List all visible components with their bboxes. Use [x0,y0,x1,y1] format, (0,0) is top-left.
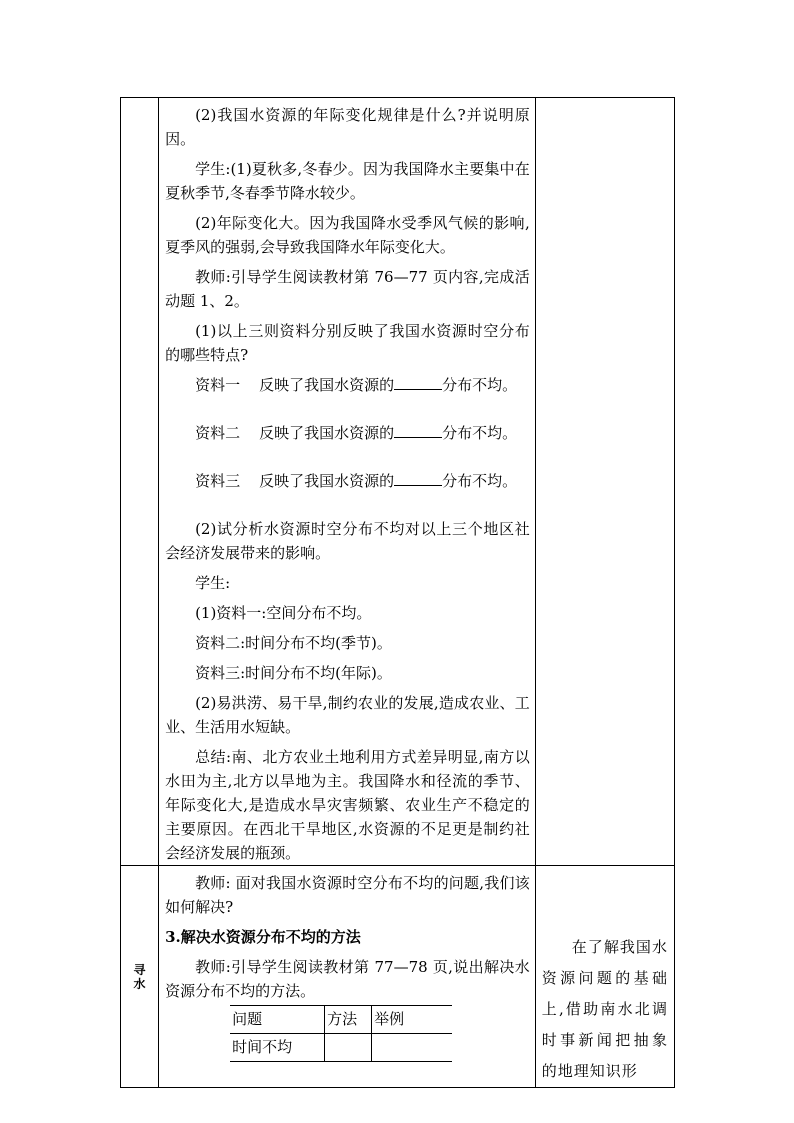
lesson-table [120,97,675,1088]
answer-1: (1)资料一:空间分布不均。 [195,604,372,622]
table-row [230,1034,452,1062]
cell-method [325,1034,372,1062]
student-label: 学生: [195,574,231,592]
lesson-row-1 [121,98,675,866]
row1-label-cell [121,98,159,866]
methods-table [230,1005,452,1062]
fill-blank [394,469,442,486]
section-label: 寻水 [133,962,146,991]
answer-4: (2)易洪涝、易干旱,制约农业的发展,造成农业、工业、生活用水短缺。 [165,694,530,736]
activity-question-1: (1)以上三则资料分别反映了我国水资源时空分布的哪些特点? [165,322,530,364]
activity-question-2: (2)试分析水资源时空分布不均对以上三个地区社会经济发展带来的影响。 [165,520,530,562]
header-method: 方法 [325,1006,372,1034]
fill-item-1: 资料一 反映了我国水资源的 分布不均。 [165,373,530,397]
fill-blank [394,373,442,390]
fill-item-3: 资料三 反映了我国水资源的 分布不均。 [165,469,530,493]
cell-example [372,1034,453,1062]
header-example: 举例 [372,1006,453,1034]
teacher-guide-activity: 教师:引导学生阅读教材第 76—77 页内容,完成活动题 1、2。 [165,268,530,310]
question-annual-variation: (2)我国水资源的年际变化规律是什么?并说明原因。 [165,106,530,148]
row2-note-cell [535,866,674,1088]
summary: 总结:南、北方农业土地利用方式差异明显,南方以水田为主,北方以旱地为主。我国降水和径流的季节、年际变化大,是造成水旱灾害频繁、农业生产不稳定的主要原因。在西北干旱地区,水资源的不足更是制约社会经济发展的瓶颈。 [165,748,530,862]
fill-item-2: 资料二 反映了我国水资源的 分布不均。 [165,421,530,445]
cell-problem: 时间不均 [230,1034,325,1062]
lesson-row-2 [121,866,675,1088]
fill-blank [394,421,442,438]
row2-content-cell [159,866,536,1088]
teacher-guide: 教师:引导学生阅读教材第 77—78 页,说出解决水资源分布不均的方法。 [165,958,530,1000]
methods-table-header [230,1006,452,1034]
teacher-question: 教师: 面对我国水资源时空分布不均的问题,我们该如何解决? [165,874,530,916]
answer-2: 资料二:时间分布不均(季节)。 [195,634,392,652]
section-heading: 3.解决水资源分布不均的方法 [165,928,361,946]
design-note: 在了解我国水资源问题的基础上,借助南水北调时事新闻把抽象的地理知识形 [541,938,668,1080]
answer-3: 资料三:时间分布不均(年际)。 [195,664,392,682]
row1-content-cell [159,98,536,866]
header-problem: 问题 [230,1006,325,1034]
student-answer-2: (2)年际变化大。因为我国降水受季风气候的影响,夏季风的强弱,会导致我国降水年际变化大。 [165,214,530,256]
row2-label-cell [121,866,159,1088]
row1-note-cell [535,98,674,866]
student-answer-1: 学生:(1)夏秋多,冬春少。因为我国降水主要集中在夏秋季节,冬春季节降水较少。 [165,160,530,202]
